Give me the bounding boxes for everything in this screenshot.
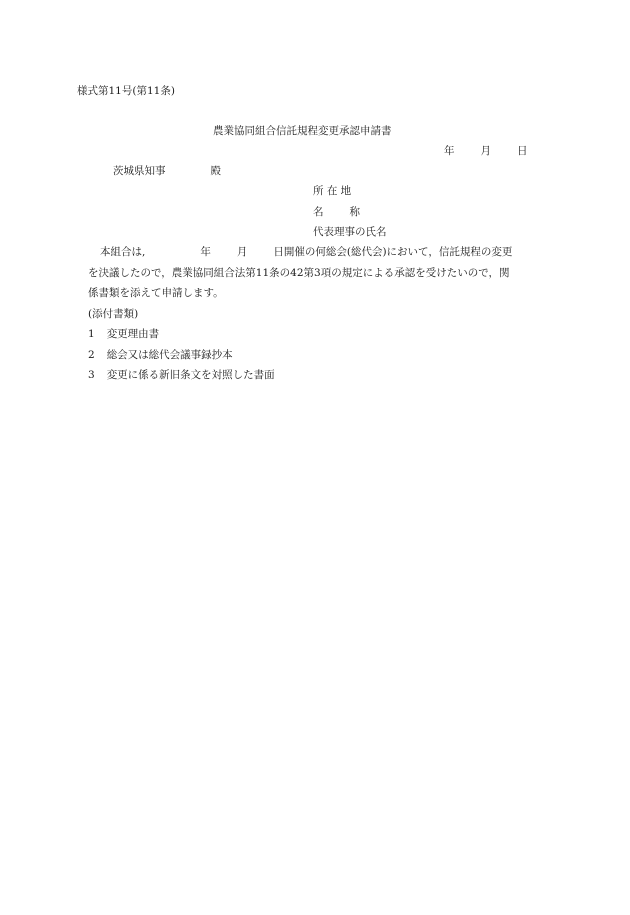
attachments-heading: (添付書類) [88,308,139,320]
attachment-number: 2 [88,349,95,361]
attachment-text: 変更に係る新旧条文を対照した書面 [106,369,275,381]
form-number: 様式第11号(第11条) [77,85,175,97]
attachment-text: 総会又は総代会議事録抄本 [106,349,233,361]
date-day: 日 [517,145,528,157]
document-title: 農業協同組合信託規程変更承認申請書 [213,125,392,137]
body-line-2: を決議したので，農業協同組合法第11条の42第3項の規定による承認を受けたいので，関 [88,267,510,279]
attachment-item [88,350,233,361]
addressee-line [113,166,221,177]
attachment-number: 1 [88,328,95,340]
body-line-1 [100,247,512,258]
date-month: 月 [480,145,491,157]
attachment-text: 変更理由書 [106,328,160,340]
body-line-1-end: 日開催の何総会(総代会)において，信託規程の変更 [273,246,513,258]
body-line-1-year: 年 [200,246,211,258]
body-line-3: 係書類を添えて申請します。 [88,287,224,299]
name-label-char-2: 称 [349,206,360,218]
applicant-address-label: 所 在 地 [313,185,352,197]
attachment-item [88,370,275,381]
body-line-1-start: 本組合は, [100,246,146,258]
body-line-1-month: 月 [236,246,248,258]
date-year: 年 [444,145,455,157]
addressee-honorific: 殿 [210,165,221,177]
addressee-name: 茨城県知事 [113,165,166,177]
applicant-representative-label: 代表理事の氏名 [313,226,387,238]
applicant-name-label [313,207,360,218]
name-label-char-1: 名 [313,206,324,218]
attachment-item [88,329,159,340]
attachment-number: 3 [88,369,95,381]
date-line [444,146,528,157]
